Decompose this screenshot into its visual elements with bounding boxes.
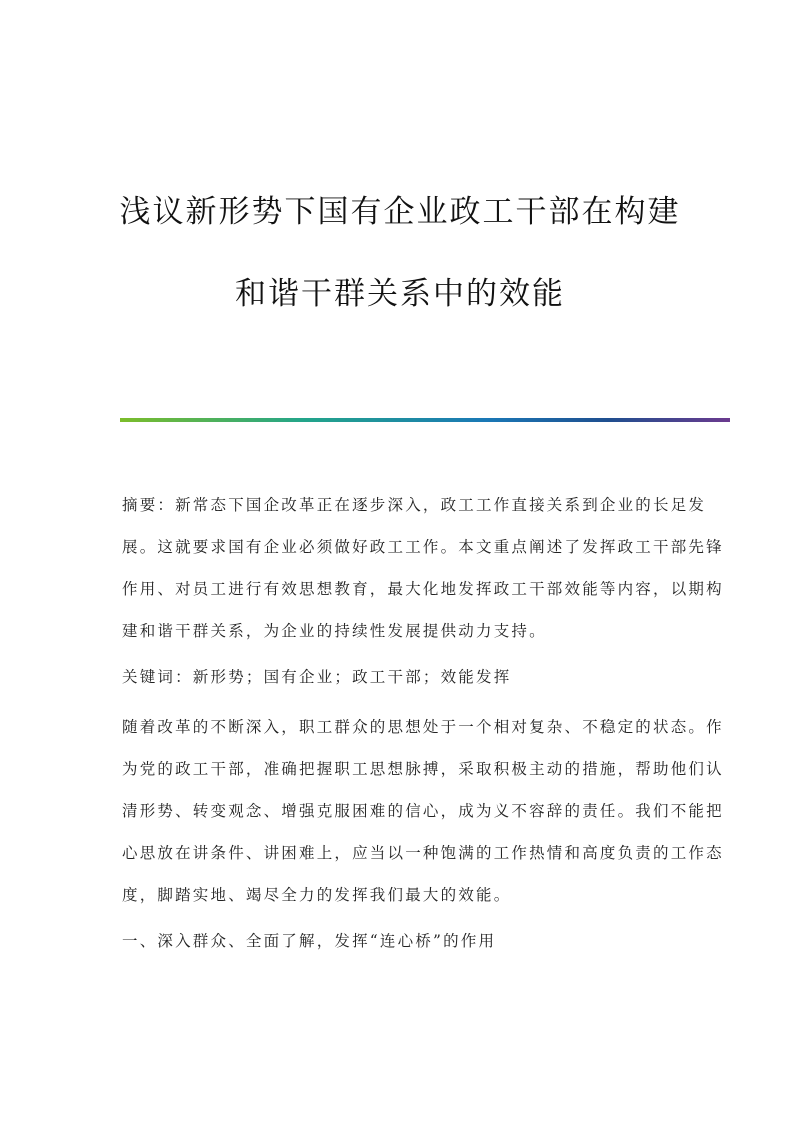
abstract-line: 摘要：新常态下国企改革正在逐步深入，政工工作直接关系到企业的长足发 (122, 496, 707, 514)
abstract (122, 484, 724, 652)
keywords (122, 656, 682, 698)
paragraph-line: 清形势、转变观念、增强克服困难的信心，成为义不容辞的责任。我们不能把 (122, 802, 724, 820)
paragraph-line: 心思放在讲条件、讲困难上，应当以一种饱满的工作热情和高度负责的工作态 (122, 844, 724, 862)
section-heading (122, 920, 682, 962)
abstract-line: 建和谐干群关系，为企业的持续性发展提供动力支持。 (122, 622, 547, 640)
abstract-line: 展。这就要求国有企业必须做好政工工作。本文重点阐述了发挥政工干部先锋 (122, 538, 724, 556)
title-line-1: 浅议新形势下国有企业政工干部在构建 (119, 194, 681, 230)
paragraph-line: 随着改革的不断深入，职工群众的思想处于一个相对复杂、不稳定的状态。作 (122, 718, 724, 736)
keywords-line: 关键词：新形势；国有企业；政工干部；效能发挥 (122, 668, 512, 686)
title-line-2: 和谐干群关系中的效能 (235, 276, 565, 312)
gradient-divider (120, 418, 730, 422)
paragraph-line: 为党的政工干部，准确把握职工思想脉搏，采取积极主动的措施，帮助他们认 (122, 760, 724, 778)
body-paragraph (122, 706, 724, 916)
paragraph-line: 度，脚踏实地、竭尽全力的发挥我们最大的效能。 (122, 886, 512, 904)
section-heading-text: 一、深入群众、全面了解，发挥“连心桥”的作用 (122, 932, 497, 950)
abstract-line: 作用、对员工进行有效思想教育，最大化地发挥政工干部效能等内容，以期构 (122, 580, 724, 598)
